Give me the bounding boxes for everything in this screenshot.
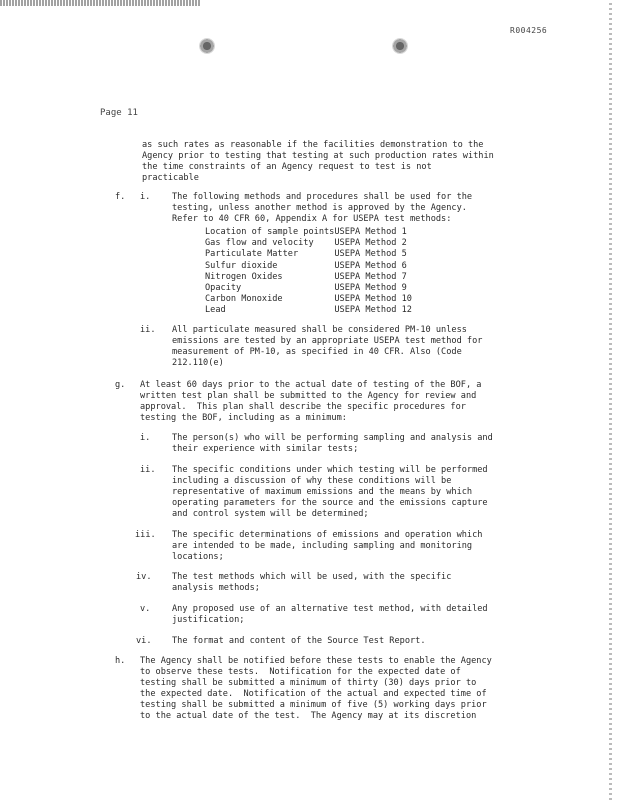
table-cell: Sulfur dioxide [205, 260, 278, 271]
paragraph-line: as such rates as reasonable if the facilities demonstration to the [142, 140, 484, 150]
paragraph-line: the time constraints of an Agency request to test is not [142, 162, 432, 172]
page-header: Page 11 [100, 108, 138, 118]
punch-hole-icon [392, 38, 408, 54]
table-row [205, 249, 412, 260]
paragraph-line: The format and content of the Source Test Report. [172, 636, 426, 646]
paragraph-line: emissions are tested by an appropriate USEPA test method for [172, 336, 483, 346]
item-label: g. [115, 380, 126, 390]
subitem-label: ii. [140, 465, 156, 475]
scan-artifact-top [0, 0, 200, 6]
paragraph-line: practicable [142, 173, 199, 183]
table-cell: USEPA Method 5 [334, 249, 407, 260]
document-id: R004256 [510, 26, 548, 35]
item-label: h. [115, 656, 126, 666]
table-cell: USEPA Method 7 [334, 271, 407, 282]
paragraph-line: written test plan shall be submitted to the Agency for review and [140, 391, 477, 401]
paragraph-line: operating parameters for the source and the emissions capture [172, 498, 488, 508]
paragraph-line: The specific determinations of emissions and operation which [172, 530, 483, 540]
paragraph-line: representative of maximum emissions and the means by which [172, 487, 473, 497]
paragraph-line: The person(s) who will be performing sampling and analysis and [172, 433, 493, 443]
item-label: f. [115, 192, 126, 202]
table-cell: Opacity [205, 283, 242, 294]
paragraph-line: 212.110(e) [172, 358, 224, 368]
table-cell: Carbon Monoxide [205, 294, 283, 305]
paragraph-line: Agency prior to testing that testing at such production rates within [142, 151, 494, 161]
table-cell: Lead [205, 305, 226, 316]
paragraph-line: justification; [172, 615, 245, 625]
table-cell: USEPA Method 9 [334, 283, 407, 294]
paragraph-line: testing shall be submitted a minimum of thirty (30) days prior to [140, 678, 477, 688]
table-cell: USEPA Method 10 [334, 294, 412, 305]
table-cell: USEPA Method 1 [334, 227, 407, 237]
paragraph-line: All particulate measured shall be considered PM-10 unless [172, 325, 467, 335]
subitem-label: iv. [136, 572, 152, 582]
table-cell: USEPA Method 12 [334, 305, 412, 316]
subitem-label: i. [140, 433, 151, 443]
paragraph-line: The specific conditions under which testing will be performed [172, 465, 488, 475]
table-cell: USEPA Method 6 [334, 260, 407, 271]
subitem-label: ii. [140, 325, 156, 335]
table-cell: Gas flow and velocity [205, 238, 314, 249]
paragraph-line: to observe these tests. Notification for the expected date of [140, 667, 461, 677]
paragraph-line: the expected date. Notification of the actual and expected time of [140, 689, 487, 699]
table-row [205, 227, 412, 238]
paragraph-line: The following methods and procedures shall be used for the [172, 192, 473, 202]
subitem-label: i. [140, 192, 151, 202]
scan-artifact-right [609, 0, 612, 800]
paragraph-line: Any proposed use of an alternative test method, with detailed [172, 604, 488, 614]
paragraph-line: locations; [172, 552, 224, 562]
table-row [205, 238, 412, 249]
paragraph-line: their experience with similar tests; [172, 444, 359, 454]
paragraph-line: are intended to be made, including sampling and monitoring [172, 541, 473, 551]
subitem-label: iii. [135, 530, 156, 540]
test-methods-table [205, 227, 412, 317]
table-row [205, 305, 412, 316]
paragraph-line: to the actual date of the test. The Agency may at its discretion [140, 711, 477, 721]
table-cell: Location of sample points [205, 227, 335, 237]
paragraph-line: including a discussion of why these conditions will be [172, 476, 452, 486]
table-row [205, 261, 412, 272]
paragraph-line: approval. This plan shall describe the specific procedures for [140, 402, 466, 412]
paragraph-line: testing shall be submitted a minimum of five (5) working days prior [140, 700, 487, 710]
table-cell: USEPA Method 2 [334, 238, 407, 249]
paragraph-line: Refer to 40 CFR 60, Appendix A for USEPA test methods: [172, 214, 452, 224]
paragraph-line: testing the BOF, including as a minimum: [140, 413, 347, 423]
table-row [205, 283, 412, 294]
paragraph-line: measurement of PM-10, as specified in 40 CFR. Also (Code [172, 347, 462, 357]
paragraph-line: The Agency shall be notified before these tests to enable the Agency [140, 656, 492, 666]
subitem-label: vi. [136, 636, 152, 646]
table-cell: Particulate Matter [205, 249, 299, 260]
table-cell: Nitrogen Oxides [205, 271, 283, 282]
table-row [205, 294, 412, 305]
punch-hole-icon [199, 38, 215, 54]
paragraph-line: The test methods which will be used, with the specific [172, 572, 452, 582]
paragraph-line: At least 60 days prior to the actual date of testing of the BOF, a [140, 380, 482, 390]
table-row [205, 272, 412, 283]
paragraph-line: testing, unless another method is approved by the Agency. [172, 203, 467, 213]
paragraph-line: and control system will be determined; [172, 509, 369, 519]
paragraph-line: analysis methods; [172, 583, 260, 593]
subitem-label: v. [140, 604, 151, 614]
